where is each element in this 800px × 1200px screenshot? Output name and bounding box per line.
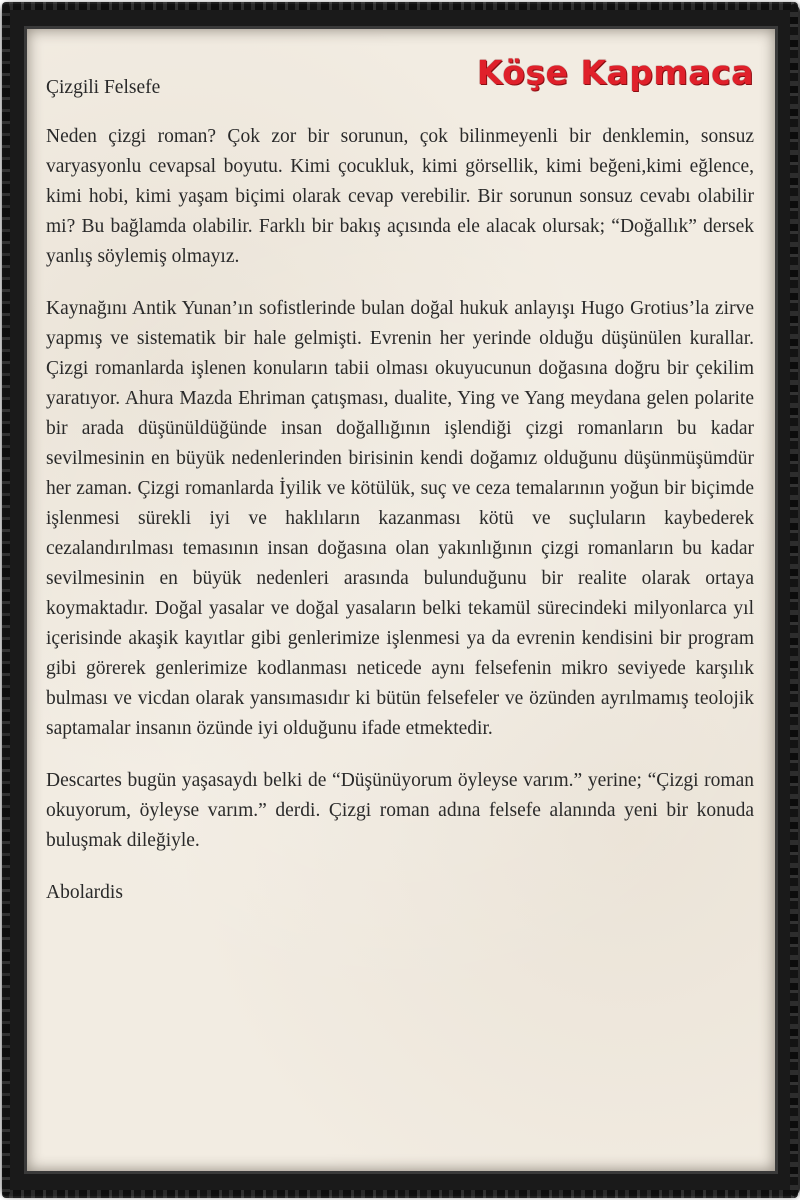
section-label: Çizgili Felsefe bbox=[46, 77, 161, 98]
frame-edge-top bbox=[2, 2, 798, 10]
brand-logo: Köşe Kapmaca bbox=[476, 53, 754, 92]
author-signature: Abolardis bbox=[46, 882, 123, 903]
paragraph-intro: Neden çizgi roman? Çok zor bir sorunun, çok bilinmeyenli bir denklemin, sonsuz varyasyonlu cevapsal boyutu. Kimi çocukluk, kimi görsellik, kimi beğeni,kimi eğlence, kimi hobi, kimi yaşam biçimi olarak cevap verebilir. Bir sorunun sonsuz cevabı olabilir mi? Bu bağlamda olabilir. Farklı bir bakış açısında ele alacak olursak; “Doğallık” dersek yanlış söylemiş olmayız. bbox=[46, 126, 754, 267]
frame-edge-left bbox=[2, 4, 10, 1196]
paragraph-closing: Descartes bugün yaşasaydı belki de “Düşünüyorum öyleyse varım.” yerine; “Çizgi roman okuyorum, öyleyse varım.” derdi. Çizgi roman adına felsefe alanında yeni bir konuda buluşmak dileğiyle. bbox=[46, 770, 754, 851]
paragraph-body: Kaynağını Antik Yunan’ın sofistlerinde bulan doğal hukuk anlayışı Hugo Grotius’la zirve yapmış ve sistematik bir hale gelmişti. Evrenin her yerinde olduğu düşünülen kurallar. Çizgi romanlarda işlenen konuların tabii olması okuyucunun doğasına doğru bir çekilim yaratıyor. Ahura Mazda Ehriman çatışması, dualite, Ying ve Yang meydana gelen polarite bir arada düşünüldüğünde insan doğallığının işlendiği çizgi romanların bu kadar sevilmesinin en büyük nedenlerinden birisinin kendi doğamız olduğunu düşünmüşümdür her zaman. Çizgi romanlarda İyilik ve kötülük, suç ve ceza temalarının yoğun bir biçimde işlenmesi sürekli iyi ve haklıların kazanması kötü ve suçluların kaybederek cezalandırılması temasının insan doğasına olan yakınlığının çizgi romanların bu kadar sevilmesinin en büyük nedenleri arasında bulunduğunu bir realite olarak ortaya koymaktadır. Doğal yasalar ve doğal yasaların belki tekamül sürecindeki milyonlarca yıl içerisinde akaşik kayıtlar gibi genlerimize işlenmesi ya da evrenin kendisini bir program gibi görerek genlerimize kodlanması neticede aynı felsefenin mikro seviyede karşılık bulması ve vicdan olarak yansımasıdır ki bütün felsefeler ve özünden ayrılmamış teolojik saptamalar insanın özünde iyi olduğunu ifade etmektedir. bbox=[46, 298, 754, 739]
article bbox=[46, 74, 754, 908]
frame-edge-right bbox=[790, 4, 798, 1196]
frame-edge-bottom bbox=[2, 1190, 798, 1198]
